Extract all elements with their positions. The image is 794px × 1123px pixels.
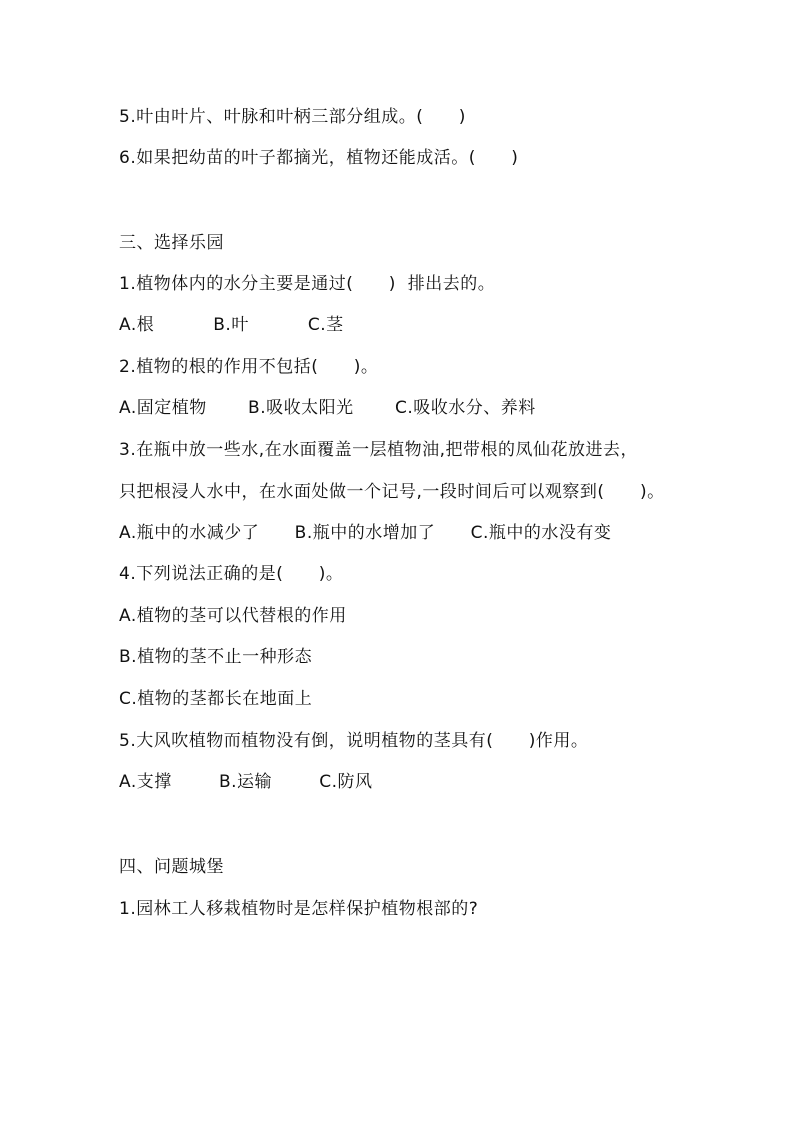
choice-question-4: 4.下列说法正确的是( )。	[119, 564, 344, 584]
choice-question-2: 2.植物的根的作用不包括( )。	[119, 357, 379, 377]
section-4-title: 四、问题城堡	[119, 857, 224, 877]
judge-question-6: 6.如果把幼苗的叶子都摘光，植物还能成活。( )	[119, 148, 519, 168]
choice-question-5: 5.大风吹植物而植物没有倒，说明植物的茎具有( )作用。	[119, 731, 589, 751]
choice-question-4-option-a: A.植物的茎可以代替根的作用	[119, 606, 347, 626]
choice-question-1-options: A.根 B.叶 C.茎	[119, 315, 344, 335]
choice-question-3-line-2: 只把根浸人水中，在水面处做一个记号,一段时间后可以观察到( )。	[119, 482, 665, 502]
choice-question-2-options: A.固定植物 B.吸收太阳光 C.吸收水分、养料	[119, 398, 536, 418]
choice-question-1: 1.植物体内的水分主要是通过( ) 排出去的。	[119, 274, 496, 294]
choice-question-3-line-1: 3.在瓶中放一些水,在水面覆盖一层植物油,把带根的凤仙花放进去，	[119, 440, 639, 460]
choice-question-5-options: A.支撑 B.运输 C.防风	[119, 772, 373, 792]
judge-question-5: 5.叶由叶片、叶脉和叶柄三部分组成。( )	[119, 107, 466, 127]
choice-question-3-options: A.瓶中的水减少了 B.瓶中的水增加了 C.瓶中的水没有变	[119, 523, 612, 543]
choice-question-4-option-b: B.植物的茎不止一种形态	[119, 647, 313, 667]
choice-question-4-option-c: C.植物的茎都长在地面上	[119, 689, 313, 709]
section-3-title: 三、选择乐园	[119, 233, 224, 253]
question-castle-question-1: 1.园林工人移栽植物时是怎样保护植物根部的?	[119, 899, 479, 919]
